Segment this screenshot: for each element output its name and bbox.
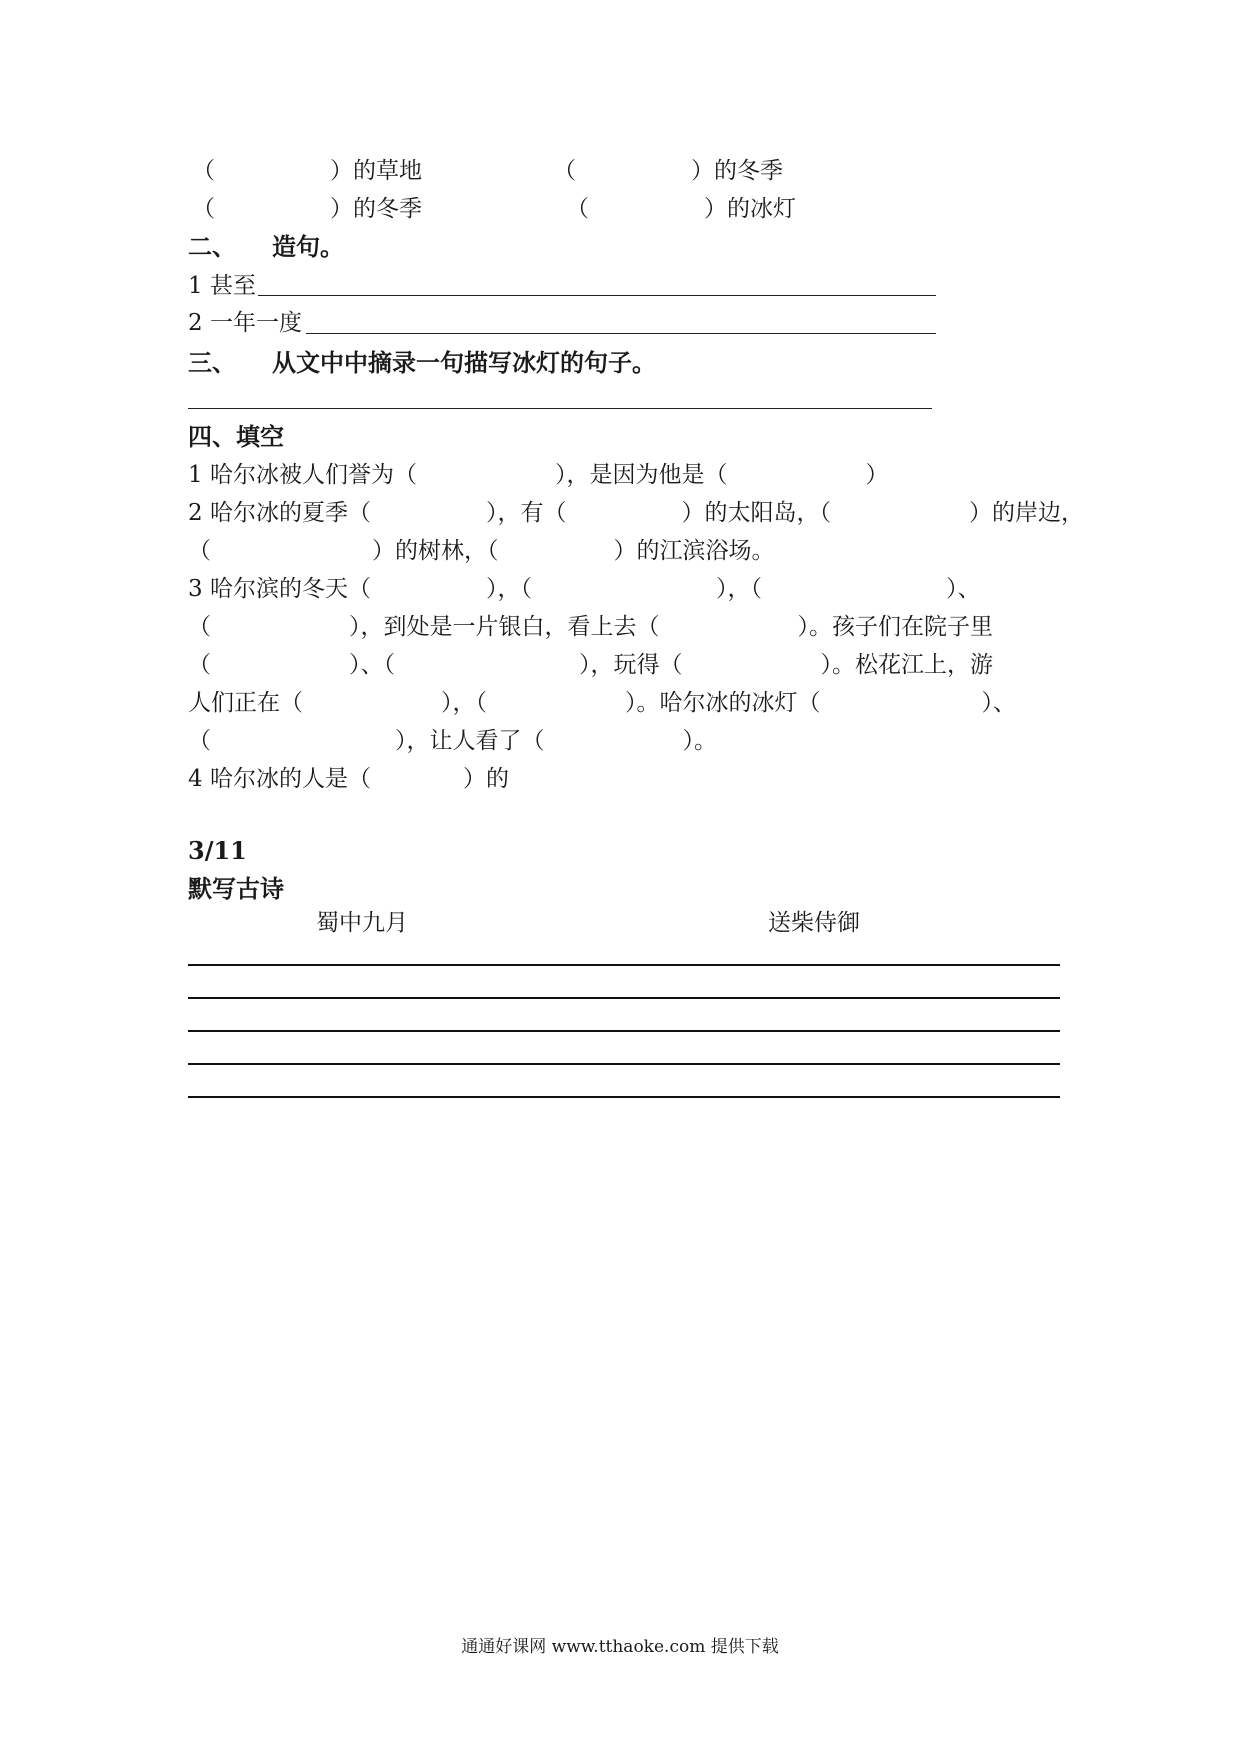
phrase-winter-2: （ ）的冬季	[192, 196, 422, 222]
date-label: 3/11	[188, 836, 247, 865]
fill-line-6: （ ）、（ ），玩得（ ）。松花江上，游	[188, 652, 993, 678]
poem-writing-line[interactable]	[188, 1063, 1060, 1065]
item-shenzhi: 1 甚至	[188, 273, 256, 299]
fill-line-2: 2 哈尔冰的夏季（ ），有（ ）的太阳岛，（ ）的岸边，	[188, 500, 1084, 526]
section-4-title: 四、填空	[188, 422, 284, 451]
phrase-winter-1: （ ）的冬季	[553, 158, 783, 184]
section-2-title: 造句。	[272, 232, 344, 261]
poem-title-2: 送柴侍御	[768, 910, 860, 936]
item-yinianyidu: 2 一年一度	[188, 310, 302, 336]
fill-line-8: （ ），让人看了（ ）。	[188, 728, 717, 754]
section-3-title: 从文中中摘录一句描写冰灯的句子。	[272, 348, 656, 377]
fill-line-7: 人们正在（ ），（ ）。哈尔冰的冰灯（ ）、	[188, 690, 1016, 716]
fill-line-3: （ ）的树林，（ ）的江滨浴场。	[188, 538, 775, 564]
answer-line-3[interactable]	[188, 408, 932, 409]
poetry-heading: 默写古诗	[188, 874, 284, 903]
poem-writing-line[interactable]	[188, 964, 1060, 966]
section-2-number: 二、	[188, 232, 236, 261]
section-3-number: 三、	[188, 348, 236, 377]
fill-line-4: 3 哈尔滨的冬天（ ），（ ），（ ）、	[188, 576, 981, 602]
answer-line-1[interactable]	[258, 295, 936, 296]
fill-line-1: 1 哈尔冰被人们誉为（ ），是因为他是（ ）	[188, 462, 889, 488]
answer-line-2[interactable]	[306, 333, 936, 334]
phrase-grassland: （ ）的草地	[192, 158, 422, 184]
poem-writing-line[interactable]	[188, 997, 1060, 999]
poem-writing-line[interactable]	[188, 1096, 1060, 1098]
poem-title-1: 蜀中九月	[316, 910, 408, 936]
footer-credit: 通通好课网 www.tthaoke.com 提供下载	[461, 1637, 779, 1657]
fill-line-9: 4 哈尔冰的人是（ ）的	[188, 766, 509, 792]
phrase-ice-lantern: （ ）的冰灯	[566, 196, 796, 222]
poem-writing-line[interactable]	[188, 1030, 1060, 1032]
fill-line-5: （ ），到处是一片银白，看上去（ ）。孩子们在院子里	[188, 614, 993, 640]
